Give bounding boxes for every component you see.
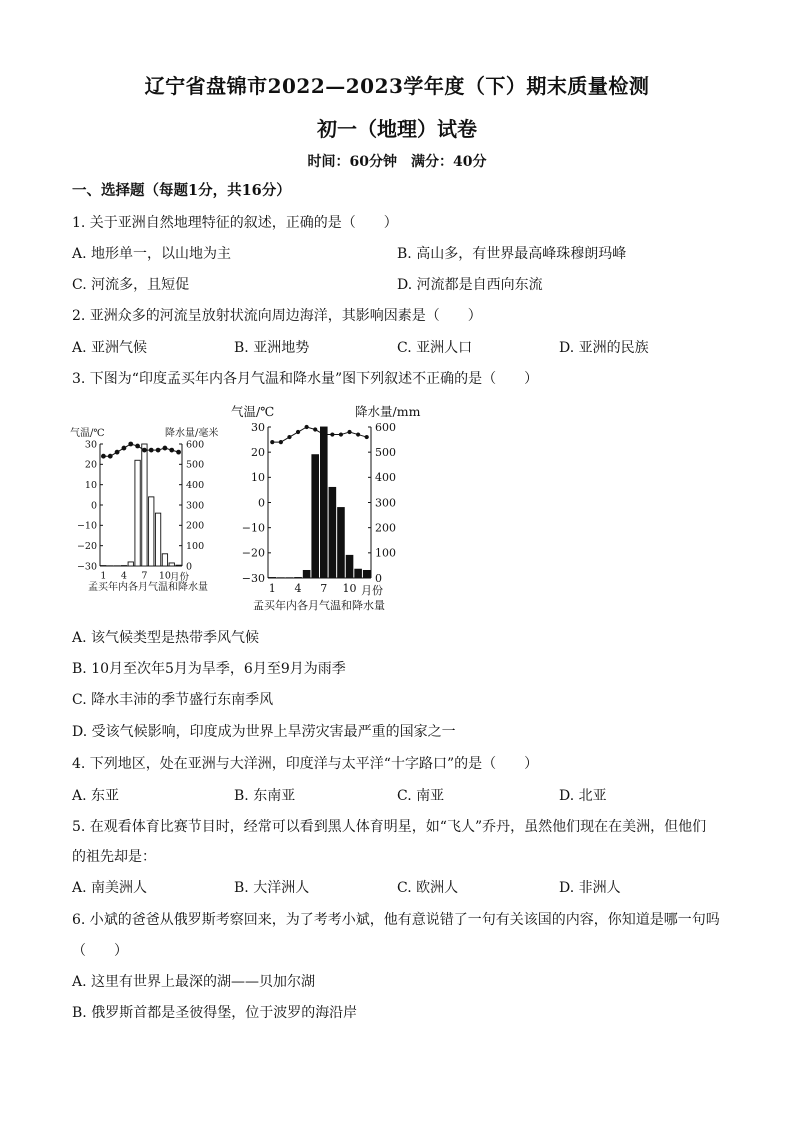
month-tick-label: 1 bbox=[100, 570, 107, 582]
temperature-point bbox=[305, 425, 309, 429]
temperature-point bbox=[163, 446, 168, 451]
climate-chart-large bbox=[225, 403, 445, 615]
precip-tick-label: 300 bbox=[375, 496, 396, 510]
climate-chart-small bbox=[70, 424, 230, 596]
month-tick-label: 10 bbox=[342, 582, 357, 595]
month-tick-label: 4 bbox=[120, 570, 127, 582]
chart-month-label: 月份 bbox=[170, 572, 190, 583]
question-5-stem-line2: 的祖先却是： bbox=[72, 849, 156, 865]
chart-left-axis-label: 气温/℃ bbox=[70, 428, 105, 439]
q3-option-c[interactable]: C. 降水丰沛的季节盛行东南季风 bbox=[72, 692, 274, 708]
precipitation-bar bbox=[312, 455, 319, 578]
q2-option-d[interactable]: D. 亚洲的民族 bbox=[559, 340, 649, 356]
q4-option-a[interactable]: A. 东亚 bbox=[72, 788, 120, 804]
precipitation-bar bbox=[155, 513, 160, 566]
q2-option-c[interactable]: C. 亚洲人口 bbox=[397, 340, 473, 356]
q5-option-b[interactable]: B. 大洋洲人 bbox=[234, 880, 310, 896]
exam-meta: 时间：60分钟 满分：40分 bbox=[307, 154, 487, 170]
precipitation-bar bbox=[162, 554, 167, 566]
precipitation-bar bbox=[295, 577, 302, 578]
month-tick-label: 4 bbox=[294, 582, 302, 595]
temperature-point bbox=[135, 444, 140, 449]
temperature-point bbox=[347, 430, 351, 434]
precipitation-bar bbox=[320, 427, 327, 578]
temp-tick-label: −10 bbox=[76, 520, 97, 532]
temperature-point bbox=[287, 435, 291, 439]
precipitation-bar bbox=[149, 497, 154, 566]
month-tick-label: 7 bbox=[141, 570, 148, 582]
temp-tick-label: −20 bbox=[241, 546, 265, 560]
month-tick-label: 7 bbox=[320, 582, 328, 595]
question-6-stem-line1: 6. 小斌的爸爸从俄罗斯考察回来，为了考考小斌，他有意说错了一句有关该国的内容，你知道是哪一句吗 bbox=[72, 912, 720, 928]
precip-tick-label: 600 bbox=[186, 439, 205, 451]
question-2-stem: 2. 亚洲众多的河流呈放射状流向周边海洋，其影响因素是（ ） bbox=[72, 308, 482, 324]
precipitation-bar bbox=[176, 565, 181, 566]
temp-tick-label: 10 bbox=[251, 471, 265, 485]
exam-subtitle: 初一（地理）试卷 bbox=[317, 117, 477, 141]
temperature-point bbox=[279, 440, 283, 444]
temperature-point bbox=[270, 440, 274, 444]
q5-option-d[interactable]: D. 非洲人 bbox=[559, 880, 621, 896]
temperature-point bbox=[128, 442, 133, 447]
q3-option-d[interactable]: D. 受该气候影响，印度成为世界上旱涝灾害最严重的国家之一 bbox=[72, 724, 456, 740]
temp-tick-label: −20 bbox=[76, 540, 97, 552]
temperature-point bbox=[122, 446, 127, 451]
question-6-stem-line2: （ ） bbox=[72, 943, 128, 959]
temperature-point bbox=[101, 454, 106, 459]
chart-caption: 孟买年内各月气温和降水量 bbox=[88, 582, 208, 593]
precip-tick-label: 400 bbox=[186, 479, 205, 491]
q4-option-d[interactable]: D. 北亚 bbox=[559, 788, 607, 804]
precip-tick-label: 0 bbox=[186, 561, 193, 573]
precip-tick-label: 400 bbox=[375, 471, 396, 485]
precip-tick-label: 200 bbox=[375, 521, 396, 535]
temperature-point bbox=[115, 450, 120, 455]
precipitation-bar bbox=[128, 562, 133, 566]
q4-option-c[interactable]: C. 南亚 bbox=[397, 788, 445, 804]
q2-option-b[interactable]: B. 亚洲地势 bbox=[234, 340, 310, 356]
q1-option-a[interactable]: A. 地形单一，以山地为主 bbox=[72, 246, 232, 262]
question-3-stem: 3. 下图为“印度孟买年内各月气温和降水量”图下列叙述不正确的是（ ） bbox=[72, 371, 539, 387]
temp-tick-label: 0 bbox=[90, 500, 97, 512]
q1-option-b[interactable]: B. 高山多，有世界最高峰珠穆朗玛峰 bbox=[397, 246, 627, 262]
temperature-point bbox=[365, 435, 369, 439]
month-tick-label: 1 bbox=[268, 582, 276, 595]
temperature-point bbox=[296, 430, 300, 434]
precipitation-bar bbox=[355, 569, 362, 578]
temp-tick-label: 20 bbox=[251, 446, 265, 460]
temp-tick-label: 10 bbox=[84, 479, 97, 491]
q4-option-b[interactable]: B. 东南亚 bbox=[234, 788, 296, 804]
exam-title: 辽宁省盘锦市2022—2023学年度（下）期末质量检测 bbox=[144, 74, 650, 98]
temp-tick-label: 0 bbox=[258, 496, 265, 510]
q6-option-b[interactable]: B. 俄罗斯首都是圣彼得堡，位于波罗的海沿岸 bbox=[72, 1005, 358, 1021]
q1-option-d[interactable]: D. 河流都是自西向东流 bbox=[397, 277, 543, 293]
question-5-stem-line1: 5. 在观看体育比赛节目时，经常可以看到黑人体育明星，如“飞人”乔丹，虽然他们现在在美洲，但他们 bbox=[72, 819, 707, 835]
precipitation-bar bbox=[303, 570, 310, 578]
chart-caption: 孟买年内各月气温和降水量 bbox=[253, 599, 385, 612]
temperature-point bbox=[313, 427, 317, 431]
precipitation-bar bbox=[363, 570, 370, 578]
temp-tick-label: 20 bbox=[84, 459, 97, 471]
temperature-line bbox=[272, 427, 366, 442]
temp-tick-label: −30 bbox=[241, 571, 265, 585]
temperature-point bbox=[339, 432, 343, 436]
q3-option-a[interactable]: A. 该气候类型是热带季风气候 bbox=[72, 630, 260, 646]
precipitation-bar bbox=[169, 563, 174, 566]
q6-option-a[interactable]: A. 这里有世界上最深的湖——贝加尔湖 bbox=[72, 974, 316, 990]
temp-tick-label: 30 bbox=[251, 420, 265, 434]
chart-left-axis-label: 气温/℃ bbox=[231, 404, 275, 419]
temperature-point bbox=[330, 432, 334, 436]
question-1-stem: 1. 关于亚洲自然地理特征的叙述，正确的是（ ） bbox=[72, 215, 398, 231]
section-heading: 一、选择题（每题1分，共16分） bbox=[72, 182, 291, 199]
chart-right-axis-label: 降水量/mm bbox=[355, 404, 421, 419]
temp-tick-label: −10 bbox=[241, 521, 265, 535]
chart-month-label: 月份 bbox=[361, 584, 383, 597]
question-4-stem: 4. 下列地区，处在亚洲与大洋洲，印度洋与太平洋“十字路口”的是（ ） bbox=[72, 756, 539, 772]
temp-tick-label: −30 bbox=[76, 561, 97, 573]
chart-right-axis-label: 降水量/毫米 bbox=[165, 428, 219, 439]
precip-tick-label: 300 bbox=[186, 500, 205, 512]
q5-option-a[interactable]: A. 南美洲人 bbox=[72, 880, 148, 896]
temperature-point bbox=[156, 448, 161, 453]
temperature-point bbox=[356, 432, 360, 436]
month-tick-label: 10 bbox=[158, 570, 171, 582]
precip-tick-label: 0 bbox=[375, 571, 382, 585]
precip-tick-label: 200 bbox=[186, 520, 205, 532]
precip-tick-label: 100 bbox=[375, 546, 396, 560]
temperature-point bbox=[169, 448, 174, 453]
temperature-point bbox=[142, 448, 147, 453]
precipitation-bar bbox=[269, 577, 276, 578]
precip-tick-label: 500 bbox=[186, 459, 205, 471]
q1-option-c[interactable]: C. 河流多，且短促 bbox=[72, 277, 190, 293]
precipitation-bar bbox=[135, 460, 140, 566]
precipitation-bar bbox=[329, 487, 336, 578]
temperature-point bbox=[108, 454, 113, 459]
precip-tick-label: 600 bbox=[375, 420, 396, 434]
precip-tick-label: 500 bbox=[375, 446, 396, 460]
precipitation-bar bbox=[338, 508, 345, 578]
temperature-line bbox=[103, 444, 178, 456]
q2-option-a[interactable]: A. 亚洲气候 bbox=[72, 340, 148, 356]
precipitation-bar bbox=[142, 444, 147, 566]
q3-option-b[interactable]: B. 10月至次年5月为旱季，6月至9月为雨季 bbox=[72, 661, 346, 677]
q5-option-c[interactable]: C. 欧洲人 bbox=[397, 880, 459, 896]
precip-tick-label: 100 bbox=[186, 540, 205, 552]
temp-tick-label: 30 bbox=[84, 439, 97, 451]
temperature-point bbox=[176, 450, 181, 455]
temperature-point bbox=[149, 448, 154, 453]
precipitation-bar bbox=[346, 555, 353, 578]
temperature-point bbox=[322, 432, 326, 436]
